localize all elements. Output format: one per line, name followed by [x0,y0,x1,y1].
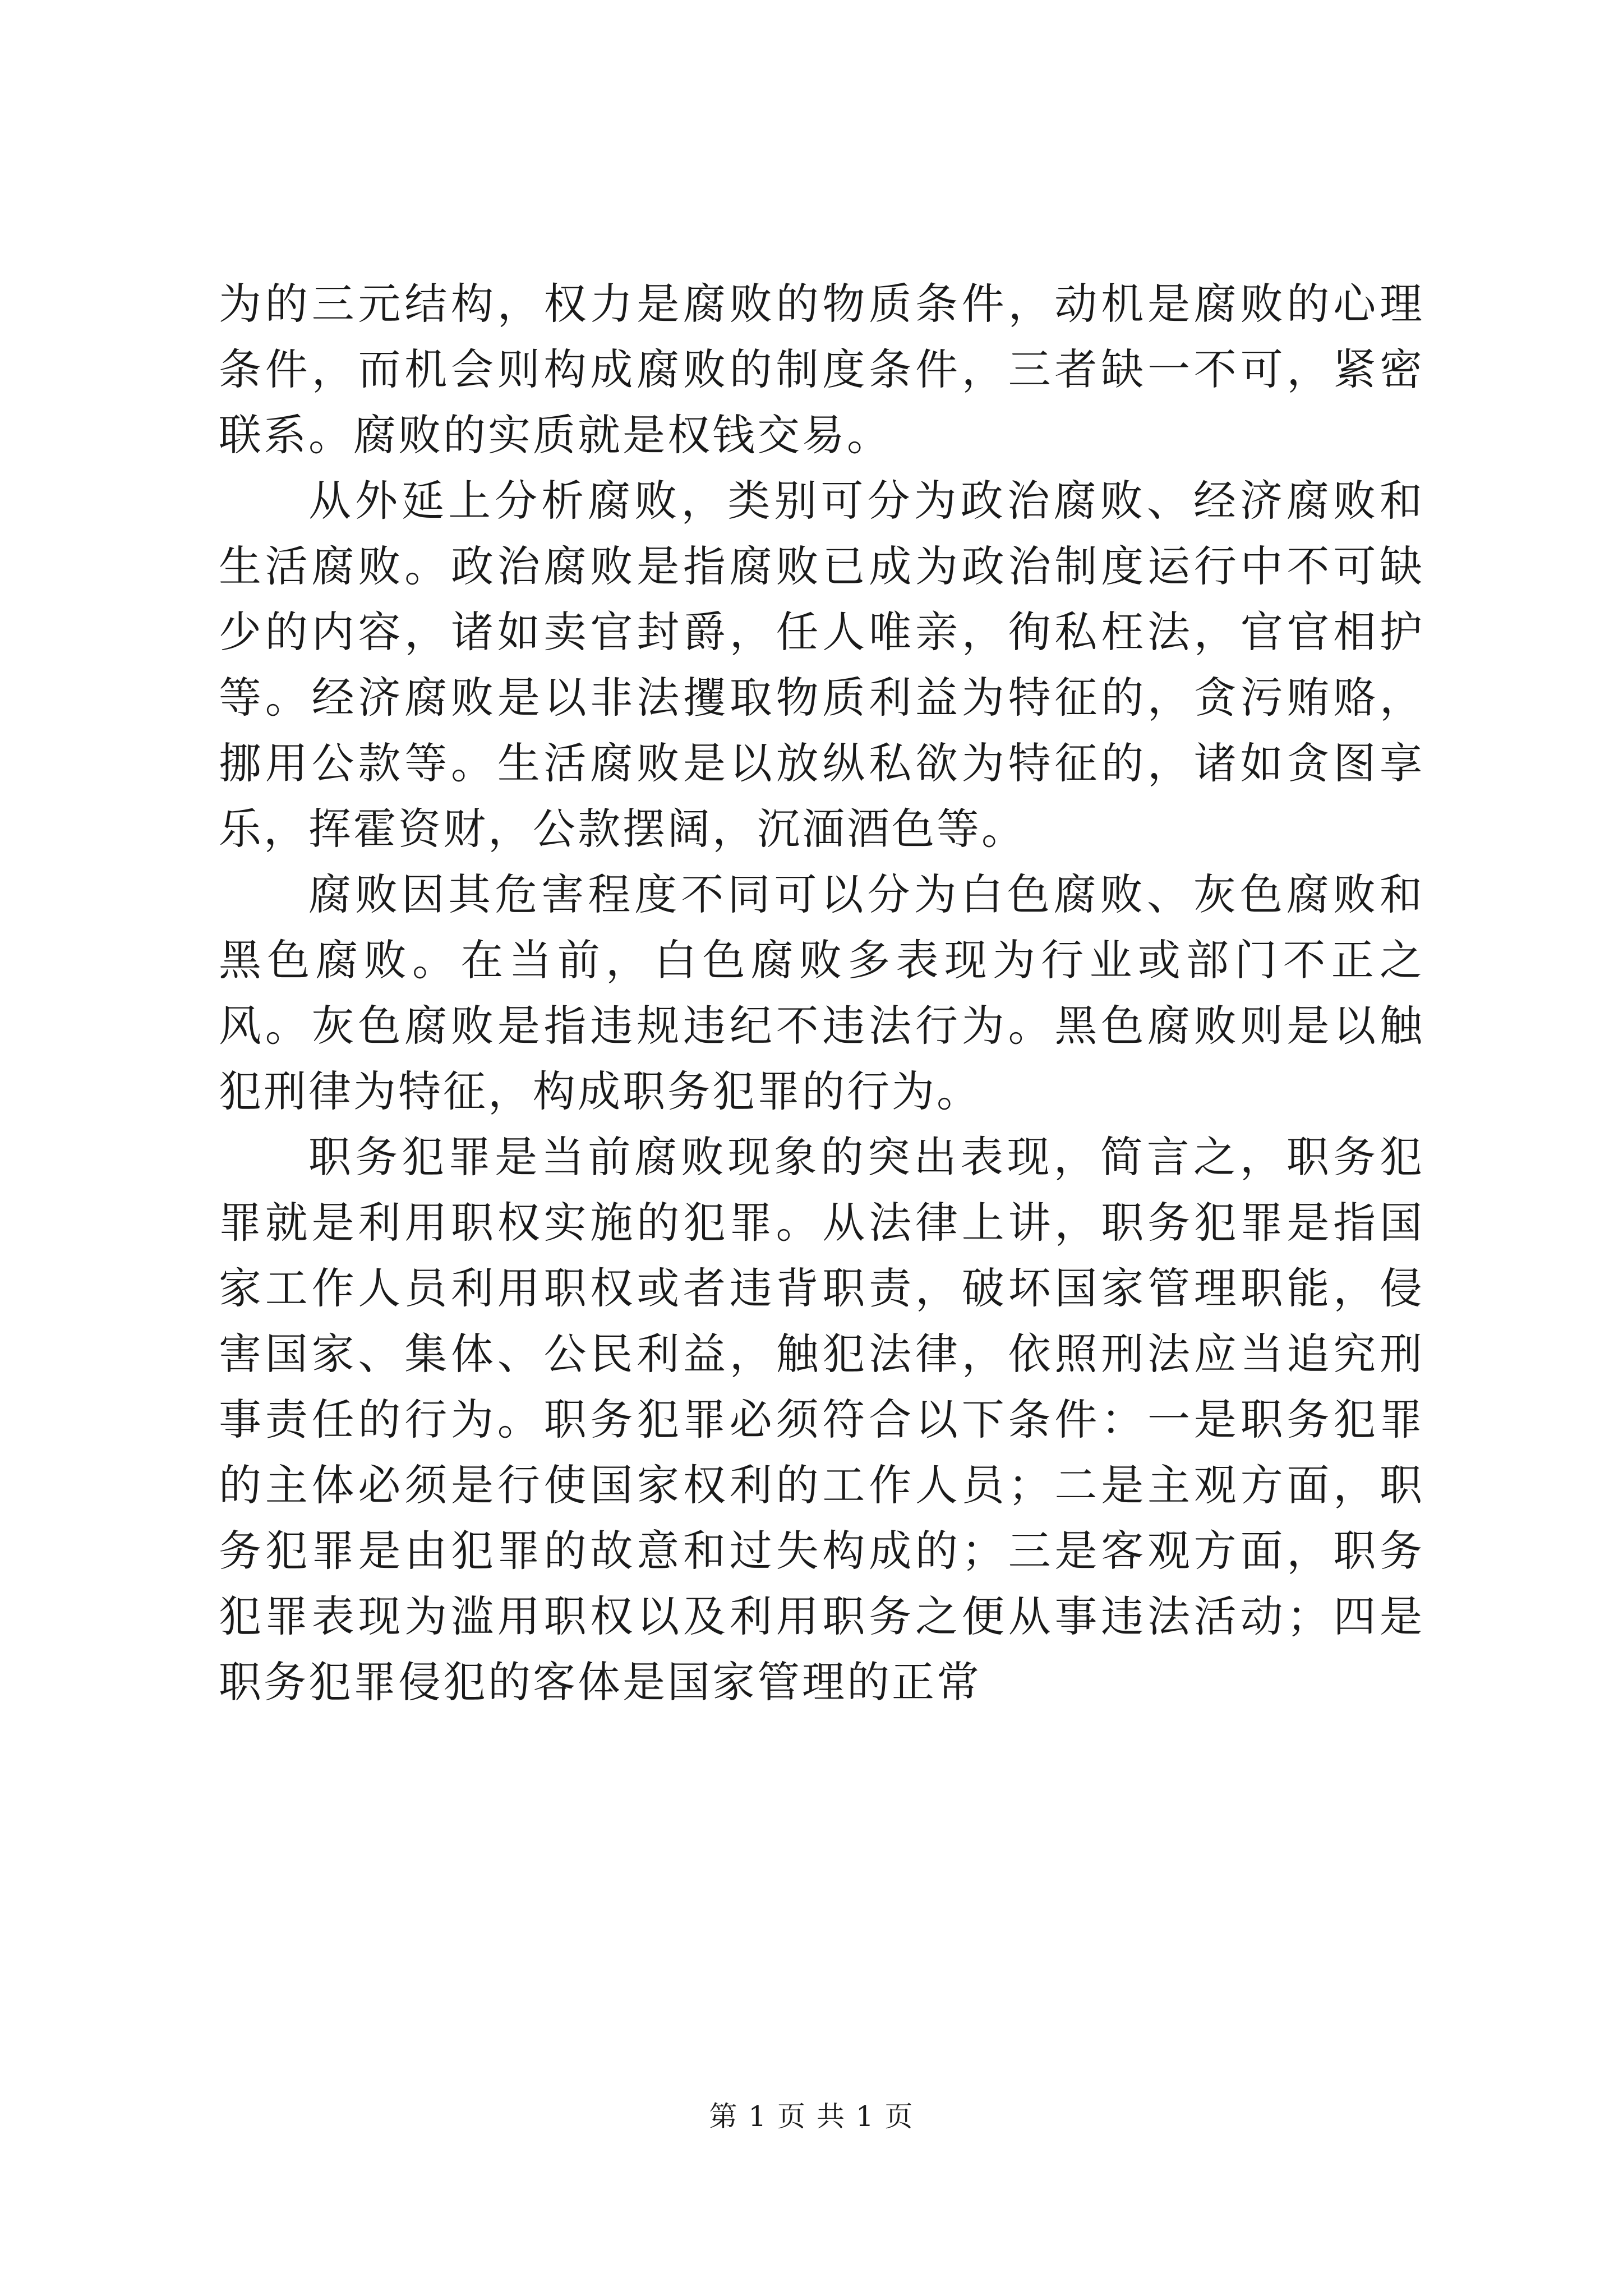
page-footer: 第 1 页 共 1 页 [709,2100,914,2133]
document-body [219,271,1424,1715]
paragraph-duty-crime: 职务犯罪是当前腐败现象的突出表现，简言之，职务犯罪就是利用职权实施的犯罪。从法律上讲，职务犯罪是指国家工作人员利用职权或者违背职责，破坏国家管理职能，侵害国家、集体、公民利益，触犯法律，依照刑法应当追究刑事责任的行为。职务犯罪必须符合以下条件：一是职务犯罪的主体必须是行使国家权利的工作人员；二是主观方面，职务犯罪是由犯罪的故意和过失构成的；三是客观方面，职务犯罪表现为滥用职权以及利用职务之便从事违法活动；四是职务犯罪侵犯的客体是国家管理的正常 [219,1132,1424,1707]
paragraph-corruption-categories: 从外延上分析腐败，类别可分为政治腐败、经济腐败和生活腐败。政治腐败是指腐败已成为政治制度运行中不可缺少的内容，诸如卖官封爵，任人唯亲，徇私枉法，官官相护等。经济腐败是以非法攫取物质利益为特征的，贪污贿赂，挪用公款等。生活腐败是以放纵私欲为特征的，诸如贪图享乐，挥霍资财，公款摆阔，沉湎酒色等。 [219,476,1424,854]
paragraph-continuation: 为的三元结构，权力是腐败的物质条件，动机是腐败的心理条件，而机会则构成腐败的制度条件，三者缺一不可，紧密联系。腐败的实质就是权钱交易。 [219,279,1424,460]
paragraph-corruption-severity: 腐败因其危害程度不同可以分为白色腐败、灰色腐败和黑色腐败。在当前，白色腐败多表现为行业或部门不正之风。灰色腐败是指违规违纪不违法行为。黑色腐败则是以触犯刑律为特征，构成职务犯罪的行为。 [219,869,1424,1116]
